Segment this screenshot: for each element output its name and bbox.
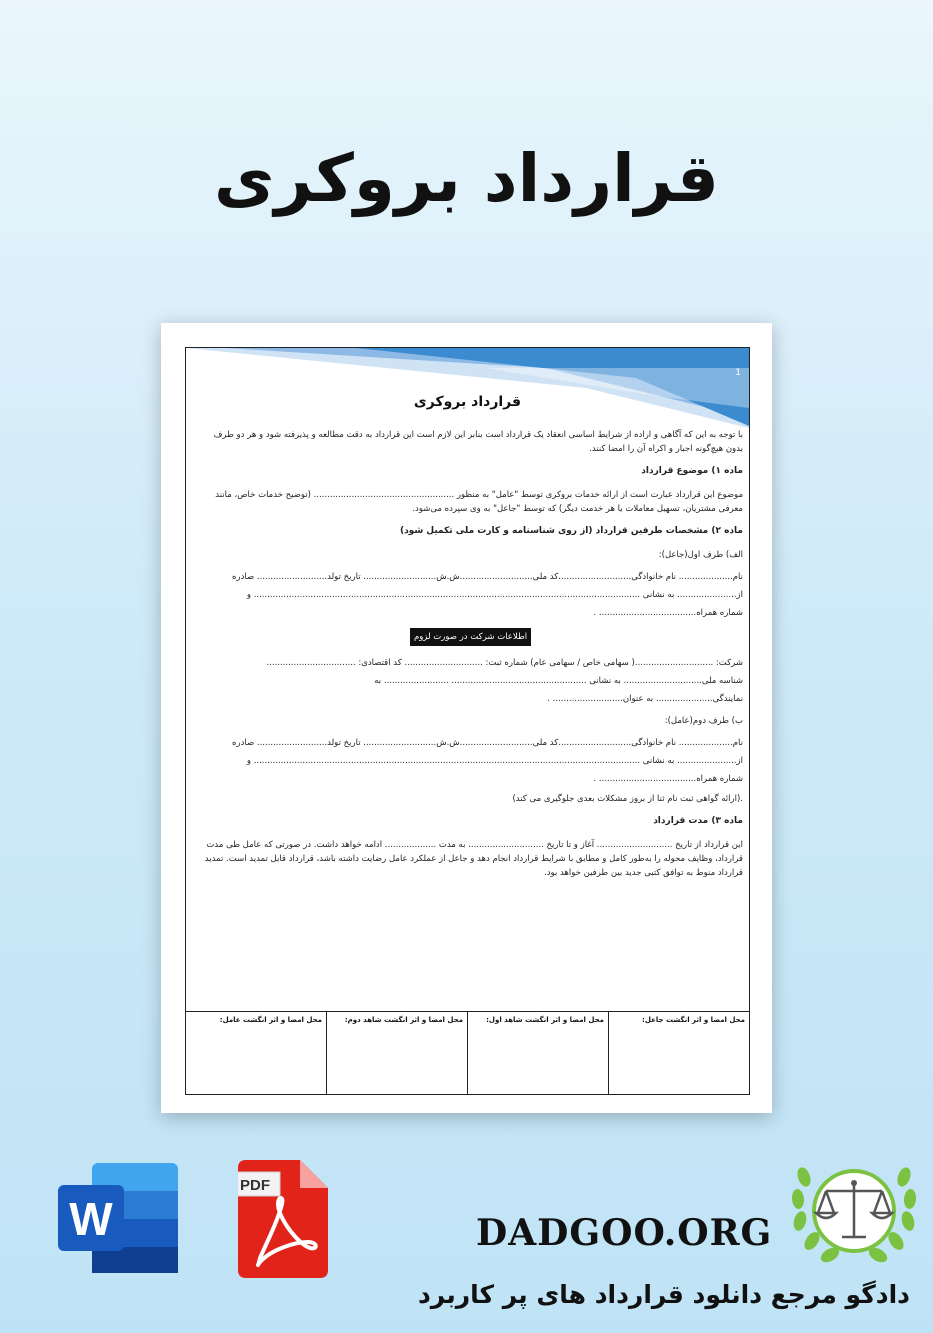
- tagline: دادگو مرجع دانلود قرارداد های پر کاربرد: [417, 1280, 910, 1309]
- party-a-label: الف) طرف اول(جاعل):: [658, 550, 743, 560]
- party-b-line-3: شماره همراه.................................... .: [593, 774, 743, 784]
- registration-notice: .(ارائه گواهی ثبت نام ثنا از بروز مشکلات بعدی جلوگیری می کند): [512, 794, 743, 804]
- signature-cell-client: محل امضا و اثر انگشت جاعل:: [608, 1012, 749, 1094]
- article-1-text: موضوع این قرارداد عبارت است از ارائه خدمات بروکری توسط "عامل" به منظور .................................................... (توضیح خدمات خاص، مانند معرفی مشتریان، تسهیل معاملات یا هر خدمت دیگر) که توسط "جاعل" به وی سپرده می‌شود.: [215, 490, 743, 514]
- signature-cell-witness-1: محل امضا و اثر انگشت شاهد اول:: [467, 1012, 608, 1094]
- intro-paragraph: با توجه به این که آگاهی و اراده از شرایط اساسی انعقاد یک قرارداد است بنابر این لازم است این قرارداد به دقت مطالعه و پذیرفته شود و هر دو طرف بدون هیچ‌گونه اجبار و اکراه آن را امضا کنند.: [213, 430, 743, 454]
- company-line-2: شناسه ملی............................. به نشانی .................................................. ........................ به: [374, 676, 743, 686]
- party-b-line-1: نام.................... نام خانوادگی...........................کد ملی...........................ش.ش........................... تاریخ تولد.......................... صادره: [232, 738, 743, 748]
- page-number: 1: [735, 368, 741, 378]
- article-1-heading: ماده ۱) موضوع قرارداد: [641, 466, 743, 476]
- poster-title: قرارداد بروکری: [213, 140, 720, 217]
- article-2-heading: ماده ۲) مشخصات طرفین قرارداد (از روی شناسنامه و کارت ملی تکمیل شود): [399, 526, 743, 536]
- word-icon: [58, 1163, 178, 1273]
- signature-table: [186, 1011, 749, 1094]
- svg-text:PDF: PDF: [240, 1177, 270, 1194]
- party-a-line-2: از...................... به نشانی ............................................................................................................................................... و: [246, 590, 743, 600]
- party-b-line-2: از...................... به نشانی ............................................................................................................................................... و: [246, 756, 743, 766]
- company-line-1: شرکت: .............................( سهامی خاص / سهامی عام) شماره ثبت: ............................. کد اقتصادی: .................................: [266, 658, 743, 668]
- signature-cell-agent: محل امضا و اثر انگشت عامل:: [219, 1016, 322, 1024]
- party-a-line-3: شماره همراه.................................... .: [593, 608, 743, 618]
- document-preview: [161, 323, 772, 1113]
- document-title: قرارداد بروکری: [413, 394, 522, 410]
- party-b-label: ب) طرف دوم(عامل):: [664, 716, 743, 726]
- document-frame: [185, 347, 750, 1095]
- signature-cell-witness-2: محل امضا و اثر انگشت شاهد دوم:: [326, 1012, 467, 1094]
- brand-name: DADGOO.ORG: [476, 1212, 773, 1254]
- company-line-3: نمایندگی..................... به عنوان.......................... .: [547, 694, 743, 704]
- company-info-label: اطلاعات شرکت در صورت لزوم: [410, 628, 531, 646]
- article-3-heading: ماده ۳) مدت قرارداد: [653, 816, 743, 826]
- document-body: [198, 428, 743, 888]
- party-a-line-1: نام.................... نام خانوادگی...........................کد ملی...........................ش.ش........................... تاریخ تولد.......................... صادره: [232, 572, 743, 582]
- article-3-text: این قرارداد از تاریخ ............................ آغاز و تا تاریخ ............................ به مدت ................... ادامه خواهد داشت. در صورتی که عامل طی مدت قرارداد، وظایف محوله را به‌طور کامل و مطابق با شرایط قرارداد انجام دهد و جاعل از عملکرد عامل رضایت داشته باشد، قرارداد قابل تمدید است. تمدید قرارداد منوط به توافق کتبی جدید بین طرفین خواهد بود.: [204, 840, 743, 878]
- scales-of-justice-icon: [790, 1157, 918, 1269]
- pdf-icon: [238, 1160, 328, 1278]
- header-wave-decoration: [186, 348, 749, 438]
- svg-text:W: W: [69, 1193, 113, 1245]
